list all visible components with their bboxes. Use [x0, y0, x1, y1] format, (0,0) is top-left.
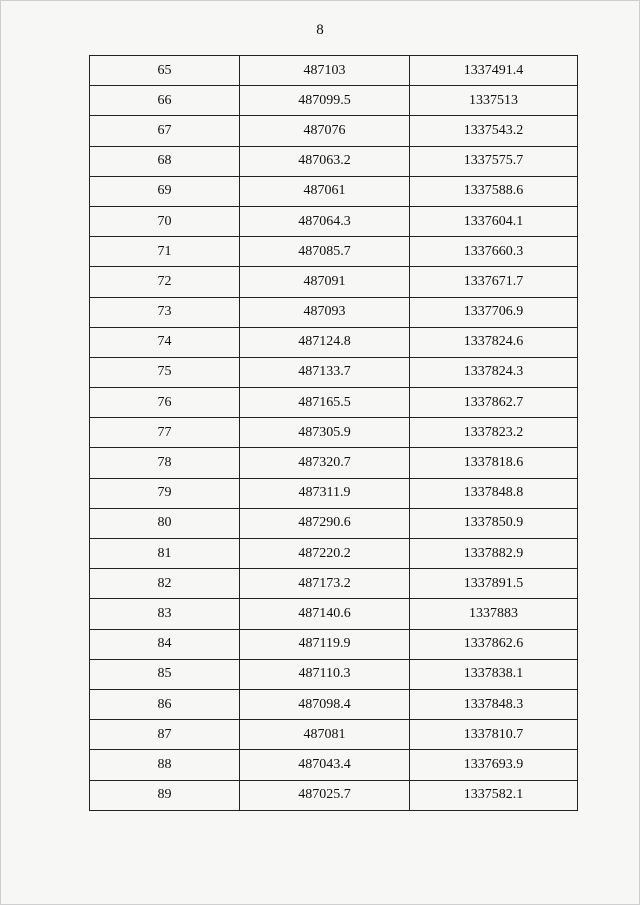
point-number-cell: 88	[90, 750, 240, 780]
y-coordinate-cell: 1337706.9	[410, 297, 578, 327]
y-coordinate-cell: 1337883	[410, 599, 578, 629]
table-row	[90, 267, 578, 297]
y-coordinate-cell: 1337848.3	[410, 689, 578, 719]
table-row	[90, 720, 578, 750]
x-coordinate-cell: 487081	[240, 720, 410, 750]
x-coordinate-cell: 487085.7	[240, 237, 410, 267]
table-row	[90, 116, 578, 146]
x-coordinate-cell: 487091	[240, 267, 410, 297]
point-number-cell: 82	[90, 569, 240, 599]
y-coordinate-cell: 1337862.6	[410, 629, 578, 659]
x-coordinate-cell: 487119.9	[240, 629, 410, 659]
x-coordinate-cell: 487133.7	[240, 357, 410, 387]
x-coordinate-cell: 487025.7	[240, 780, 410, 810]
y-coordinate-cell: 1337660.3	[410, 237, 578, 267]
x-coordinate-cell: 487320.7	[240, 448, 410, 478]
y-coordinate-cell: 1337848.8	[410, 478, 578, 508]
point-number-cell: 84	[90, 629, 240, 659]
point-number-cell: 80	[90, 508, 240, 538]
y-coordinate-cell: 1337850.9	[410, 508, 578, 538]
x-coordinate-cell: 487140.6	[240, 599, 410, 629]
point-number-cell: 77	[90, 418, 240, 448]
point-number-cell: 74	[90, 327, 240, 357]
table-row	[90, 569, 578, 599]
table-row	[90, 478, 578, 508]
x-coordinate-cell: 487043.4	[240, 750, 410, 780]
y-coordinate-cell: 1337838.1	[410, 659, 578, 689]
y-coordinate-cell: 1337823.2	[410, 418, 578, 448]
point-number-cell: 85	[90, 659, 240, 689]
point-number-cell: 86	[90, 689, 240, 719]
point-number-cell: 69	[90, 176, 240, 206]
point-number-cell: 66	[90, 86, 240, 116]
table-row	[90, 448, 578, 478]
x-coordinate-cell: 487110.3	[240, 659, 410, 689]
y-coordinate-cell: 1337604.1	[410, 206, 578, 236]
point-number-cell: 79	[90, 478, 240, 508]
table-row	[90, 237, 578, 267]
point-number-cell: 70	[90, 206, 240, 236]
y-coordinate-cell: 1337810.7	[410, 720, 578, 750]
y-coordinate-cell: 1337543.2	[410, 116, 578, 146]
x-coordinate-cell: 487099.5	[240, 86, 410, 116]
point-number-cell: 71	[90, 237, 240, 267]
y-coordinate-cell: 1337882.9	[410, 539, 578, 569]
page-number: 8	[316, 22, 324, 38]
x-coordinate-cell: 487305.9	[240, 418, 410, 448]
x-coordinate-cell: 487173.2	[240, 569, 410, 599]
y-coordinate-cell: 1337582.1	[410, 780, 578, 810]
point-number-cell: 83	[90, 599, 240, 629]
point-number-cell: 73	[90, 297, 240, 327]
point-number-cell: 89	[90, 780, 240, 810]
point-number-cell: 75	[90, 357, 240, 387]
table-row	[90, 599, 578, 629]
table-row	[90, 659, 578, 689]
y-coordinate-cell: 1337671.7	[410, 267, 578, 297]
x-coordinate-cell: 487290.6	[240, 508, 410, 538]
y-coordinate-cell: 1337862.7	[410, 388, 578, 418]
point-number-cell: 76	[90, 388, 240, 418]
y-coordinate-cell: 1337824.3	[410, 357, 578, 387]
table-row	[90, 689, 578, 719]
y-coordinate-cell: 1337491.4	[410, 56, 578, 86]
table-body	[90, 56, 578, 811]
y-coordinate-cell: 1337588.6	[410, 176, 578, 206]
y-coordinate-cell: 1337693.9	[410, 750, 578, 780]
x-coordinate-cell: 487098.4	[240, 689, 410, 719]
x-coordinate-cell: 487076	[240, 116, 410, 146]
y-coordinate-cell: 1337575.7	[410, 146, 578, 176]
y-coordinate-cell: 1337824.6	[410, 327, 578, 357]
x-coordinate-cell: 487093	[240, 297, 410, 327]
table-row	[90, 750, 578, 780]
x-coordinate-cell: 487103	[240, 56, 410, 86]
point-number-cell: 78	[90, 448, 240, 478]
coordinate-table	[89, 55, 578, 811]
point-number-cell: 67	[90, 116, 240, 146]
x-coordinate-cell: 487063.2	[240, 146, 410, 176]
y-coordinate-cell: 1337513	[410, 86, 578, 116]
y-coordinate-cell: 1337818.6	[410, 448, 578, 478]
table-row	[90, 327, 578, 357]
table-row	[90, 508, 578, 538]
point-number-cell: 81	[90, 539, 240, 569]
x-coordinate-cell: 487311.9	[240, 478, 410, 508]
table-row	[90, 176, 578, 206]
point-number-cell: 68	[90, 146, 240, 176]
x-coordinate-cell: 487220.2	[240, 539, 410, 569]
table-row	[90, 146, 578, 176]
point-number-cell: 65	[90, 56, 240, 86]
x-coordinate-cell: 487064.3	[240, 206, 410, 236]
table-row	[90, 297, 578, 327]
table-row	[90, 780, 578, 810]
x-coordinate-cell: 487124.8	[240, 327, 410, 357]
x-coordinate-cell: 487061	[240, 176, 410, 206]
point-number-cell: 87	[90, 720, 240, 750]
table-row	[90, 86, 578, 116]
x-coordinate-cell: 487165.5	[240, 388, 410, 418]
table-row	[90, 56, 578, 86]
point-number-cell: 72	[90, 267, 240, 297]
y-coordinate-cell: 1337891.5	[410, 569, 578, 599]
table-row	[90, 357, 578, 387]
table-row	[90, 206, 578, 236]
table-row	[90, 418, 578, 448]
table-row	[90, 388, 578, 418]
table-row	[90, 539, 578, 569]
table-row	[90, 629, 578, 659]
